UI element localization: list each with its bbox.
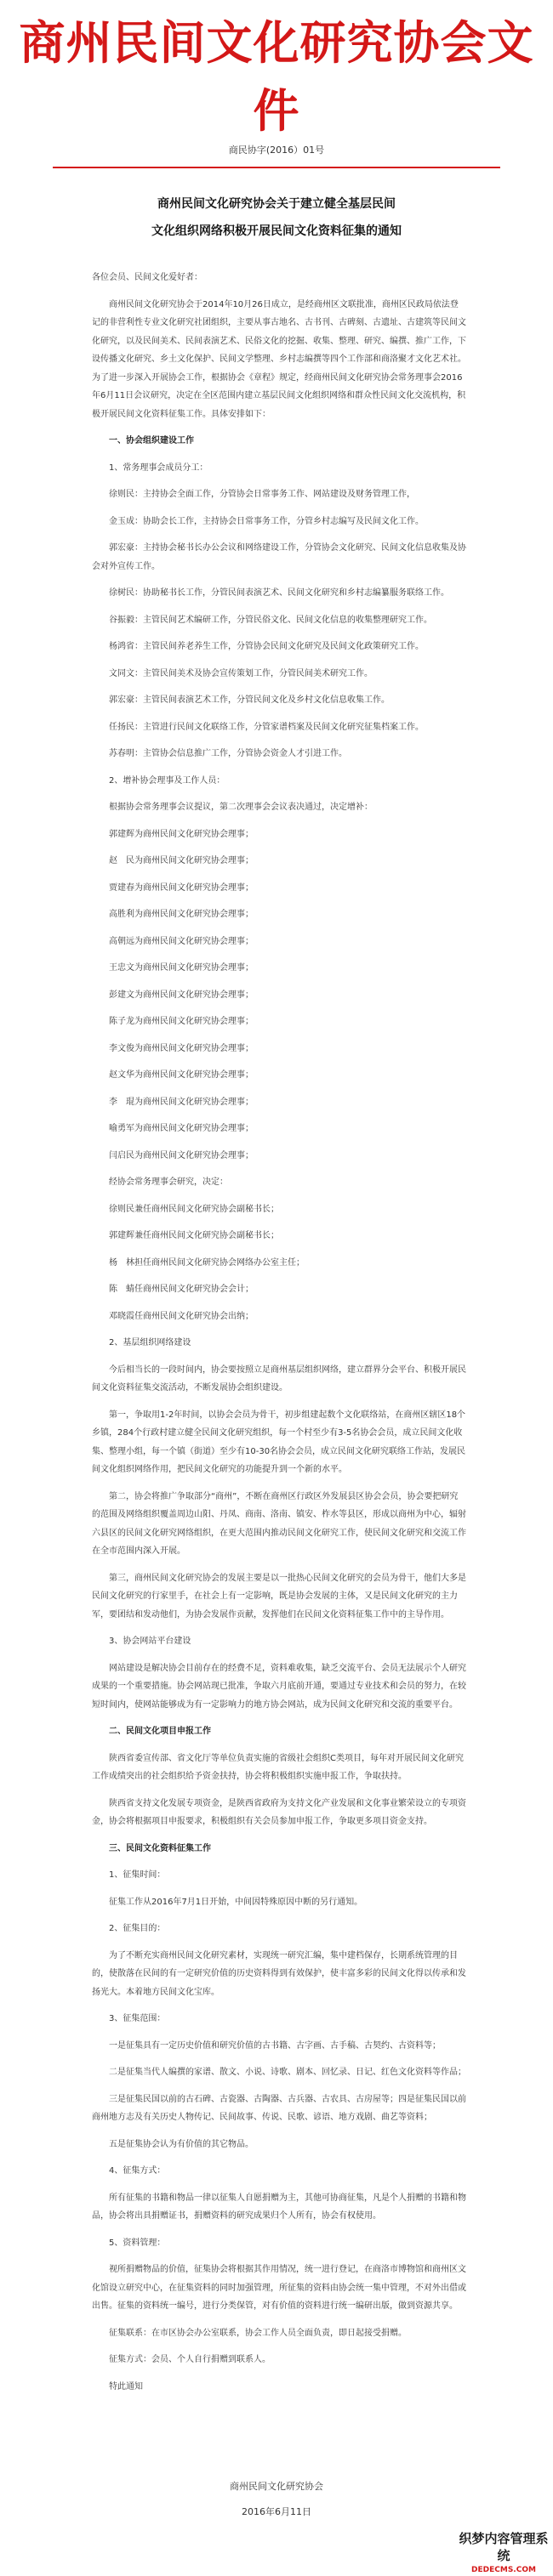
paragraph: 视所捐赠物品的价值，征集协会将根据其作用情况，统一进行登记，在商洛市博物馆和商州区文化馆设立研究中心，在征集资料的同时加强管理，所征集的资料由协会统一集中管理，不对外出借或出售。征集的资料统一编号，进行分类保管，对有价值的资料进行统一编研出版，做到资源共享。	[92, 2265, 466, 2311]
staff-item: 徐则民兼任商州民间文化研究协会副秘书长；	[109, 1204, 279, 1214]
paragraph: 第一，争取用1-2年时间，以协会会员为骨干，初步组建起数个文化联络站，在商州区辖区18个乡镇，284个行政村建立健全民间文化研究组织，每一个村至少有3-5名协会会员，成立民间文化收集、整理小组，每一个镇（街道）至少有10-30名协会会员，成立民间文化研究联络工作站，发展民间文化组织网络作用，把民间文化研究的功能提升到一个新的水平。	[92, 1410, 466, 1474]
subsection-heading: 4、征集方式：	[109, 2166, 166, 2176]
signing-date: 2016年6月11日	[242, 2506, 311, 2517]
addition-item: 王忠文为商州民间文化研究协会理事；	[109, 963, 254, 973]
addition-item: 赵 民为商州民间文化研究协会理事；	[109, 856, 254, 865]
subsection-heading: 1、征集时间：	[109, 1870, 166, 1880]
signature-block	[0, 2474, 553, 2525]
paragraph: 网站建设是解决协会目前存在的经费不足，资料难收集，缺乏交流平台、会员无法展示个人研究成果的一个重要措施。协会网站现已批准，争取六月底前开通，要通过专业技术和会员的努力，在较短时间内，使网站能够成为有一定影响力的地方协会网站，成为民间文化研究和交流的重要平台。	[92, 1663, 466, 1710]
addition-item: 高胜利为商州民间文化研究协会理事；	[109, 910, 254, 919]
staff-item: 邓晓霞任商州民间文化研究协会出纳；	[109, 1311, 254, 1321]
red-divider-line	[53, 167, 500, 168]
notice-body	[92, 269, 466, 2404]
red-banner-title: 商州民间文化研究协会文件	[19, 15, 534, 138]
addition-item: 陈子龙为商州民间文化研究协会理事；	[109, 1017, 254, 1026]
section-heading: 二、民间文化项目申报工作	[109, 1727, 211, 1736]
staff-item: 陈 蜻任商州民间文化研究协会会计；	[109, 1285, 254, 1294]
member-duty: 任扬民：主管进行民间文化联络工作，分管家谱档案及民间文化研究征集档案工作。	[109, 722, 424, 732]
watermark-title: 织梦内容管理系统	[459, 2531, 549, 2563]
paragraph: 陕西省支持文化发展专项资金，是陕西省政府为支持文化产业发展和文化事业繁荣设立的专项资金，协会将根据项目申报要求，积极组织有关会员参加申报工作，争取更多项目资金支持。	[92, 1798, 466, 1826]
subsection-heading: 2、增补协会理事及工作人员：	[109, 775, 225, 786]
document-number: 商民协字(2016）01号	[228, 145, 325, 156]
addition-item: 彭建文为商州民间文化研究协会理事；	[109, 990, 254, 1000]
addition-item: 郭建辉为商州民间文化研究协会理事；	[109, 829, 254, 839]
subsection-heading: 1、常务理事会成员分工：	[109, 462, 208, 473]
signing-organization: 商州民间文化研究协会	[230, 2481, 323, 2492]
member-duty: 文同文：主管民间美术及协会宣传策划工作，分管民间美术研究工作。	[109, 668, 373, 678]
addition-item: 喻勇军为商州民间文化研究协会理事；	[109, 1124, 254, 1133]
member-duty: 郭宏豪：主持协会秘书长办公会议和网络建设工作，分管协会文化研究、民间文化信息收集及协会对外宣传工作。	[92, 543, 466, 571]
subsection-heading: 2、征集目的：	[109, 1924, 166, 1933]
paragraph: 征集工作从2016年7月1日开始，中间因特殊原因中断的另行通知。	[109, 1897, 363, 1907]
section-heading: 一、协会组织建设工作	[109, 436, 194, 445]
paragraph: 征集方式：会员、个人自行捐赠到联系人。	[109, 2355, 271, 2364]
paragraph: 一是征集具有一定历史价值和研究价值的古书籍、古字画、古手稿、古契约、古资料等；	[109, 2040, 441, 2051]
staff-item: 杨 林担任商州民间文化研究协会网络办公室主任；	[109, 1257, 305, 1268]
member-duty: 苏春明：主管协会信息推广工作，分管协会资金人才引进工作。	[109, 749, 347, 758]
subsection-heading: 5、资料管理：	[109, 2238, 166, 2248]
addition-item: 赵文华为商州民间文化研究协会理事；	[109, 1070, 254, 1080]
paragraph: 二是征集当代人编撰的家谱、散文、小说、诗歌、剧本、回忆录、日记、红色文化资料等作品；	[109, 2068, 466, 2077]
paragraph: 征集联系：在市区协会办公室联系，协会工作人员全面负责，即日起接受捐赠。	[109, 2328, 407, 2338]
member-duty: 徐则民：主持协会全面工作，分管协会日常事务工作、网站建设及财务管理工作，	[109, 490, 415, 499]
site-watermark	[458, 2530, 550, 2576]
addition-item: 贾建春为商州民间文化研究协会理事；	[109, 882, 254, 893]
subsection-heading: 3、协会网站平台建设	[109, 1637, 191, 1646]
paragraph: 三是征集民国以前的古石碑、古瓷器、古陶器、古兵器、古农具、古房屋等；四是征集民国以前商州地方志及有关历史人物传记、民间故事、传说、民歌、谚语、地方戏剧、曲艺等资料；	[92, 2094, 466, 2122]
member-duty: 杨鸿省：主管民间养老养生工作，分管协会民间文化研究及民间文化政策研究工作。	[109, 642, 424, 651]
notice-title	[60, 190, 493, 245]
member-duty: 金玉成：协助会长工作，主持协会日常事务工作，分管乡村志编写及民间文化工作。	[109, 516, 424, 526]
member-duty: 谷振毅：主管民间艺术编研工作，分管民俗文化、民间文化信息的收集整理研究工作。	[109, 615, 432, 625]
section-heading: 三、民间文化资料征集工作	[109, 1843, 211, 1853]
paragraph: 为了不断充实商州民间文化研究素材，实现统一研究汇编，集中建档保存，长期系统管理的目的，使散落在民间的有一定研究价值的历史资料得到有效保护，使丰富多彩的民间文化得以传承和发扬光大。本着地方民间文化宝库。	[92, 1950, 466, 1997]
member-duty: 徐树民：协助秘书长工作，分管民间表演艺术、民间文化研究和乡村志编纂服务联络工作。	[109, 588, 449, 598]
paragraph: 第二，协会将推广争取部分“商州”，不断在商州区行政区外发展县区协会会员，协会要把研究的范围及网络组织覆盖周边山阳、丹凤、商南、洛南、镇安、柞水等县区，形成以商州为中心，辐射六县区的民间文化研究网络组织，在更大范围内推动民间文化研究工作，使民间文化研究和交流工作在全市范围内深入开展。	[92, 1491, 466, 1556]
closing-line: 特此通知	[109, 2381, 143, 2392]
paragraph: 第三，商州民间文化研究协会的发展主要是以一批热心民间文化研究的会员为骨干，他们大多是民间文化研究的行家里手，在社会上有一定影响，既是协会发展的主体，又是民间文化研究的主力军，要团结和发动他们，为协会发展作贡献，发挥他们在民间文化资料征集工作中的主导作用。	[92, 1573, 466, 1620]
paragraph: 所有征集的书籍和物品一律以征集人自愿捐赠为主，其他可协商征集，凡是个人捐赠的书籍和物品，协会将出具捐赠证书，捐赠资料的研究成果归个人所有，协会有权使用。	[92, 2193, 466, 2221]
paragraph: 今后相当长的一段时间内，协会要按照立足商州基层组织网络，建立群界分会平台、积极开展民间文化资料征集交流活动，不断发展协会组织建设。	[92, 1365, 466, 1393]
addition-item: 高朝远为商州民间文化研究协会理事；	[109, 936, 254, 946]
notice-title-line-1: 商州民间文化研究协会关于建立健全基层民间	[157, 197, 396, 211]
subsection-heading: 3、征集范围：	[109, 2014, 166, 2023]
document-header	[0, 9, 553, 145]
staff-item: 郭建辉兼任商州民间文化研究协会副秘书长；	[109, 1231, 279, 1240]
watermark-domain: DEDECMS.COM	[471, 2566, 536, 2574]
addition-item: 闫启民为商州民间文化研究协会理事；	[109, 1150, 254, 1160]
notice-title-line-2: 文化组织网络积极开展民间文化资料征集的通知	[151, 224, 402, 238]
paragraph: 陕西省委宣传部、省文化厅等单位负责实施的省级社会组织C类项目，每年对开展民间文化研究工作成绩突出的社会组织给予资金扶持，协会将积极组织实施申报工作，争取扶持。	[92, 1753, 464, 1781]
addition-item: 李 琨为商州民间文化研究协会理事；	[109, 1097, 254, 1107]
salutation: 各位会员、民间文化爱好者：	[92, 273, 202, 282]
subsection-heading: 2、基层组织网络建设	[109, 1338, 191, 1348]
addition-item: 李文俊为商州民间文化研究协会理事；	[109, 1043, 254, 1053]
intro-paragraph: 商州民间文化研究协会于2014年10月26日成立，是经商州区文联批准，商州区民政局依法登记的非营利性专业文化研究社团组织，主要从事古地名、古书刊、古碑刻、古遗址、古建筑等民间文化研究，以及民间美术、民间表演艺术、民俗文化的挖掘、收集、整理、研究、编撰、推广工作，下设传播文化研究、乡土文化保护、民间文学整理、乡村志编撰等四个工作部和商洛聚才文化艺术社。为了进一步深入开展协会工作，根据协会《章程》规定，经商州民间文化研究协会常务理事会2016年6月11日会议研究，决定在全区范围内建立基层民间文化组织网络和群众性民间文化交流机构，积极开展民间文化资料征集工作。具体安排如下：	[92, 299, 466, 419]
paragraph: 经协会常务理事会研究，决定：	[109, 1177, 228, 1187]
paragraph: 五是征集协会认为有价值的其它物品。	[109, 2139, 254, 2149]
paragraph: 根据协会常务理事会议提议，第二次理事会会议表决通过，决定增补：	[109, 803, 373, 812]
member-duty: 郭宏豪：主管民间表演艺术工作，分管民间文化及乡村文化信息收集工作。	[109, 695, 390, 705]
